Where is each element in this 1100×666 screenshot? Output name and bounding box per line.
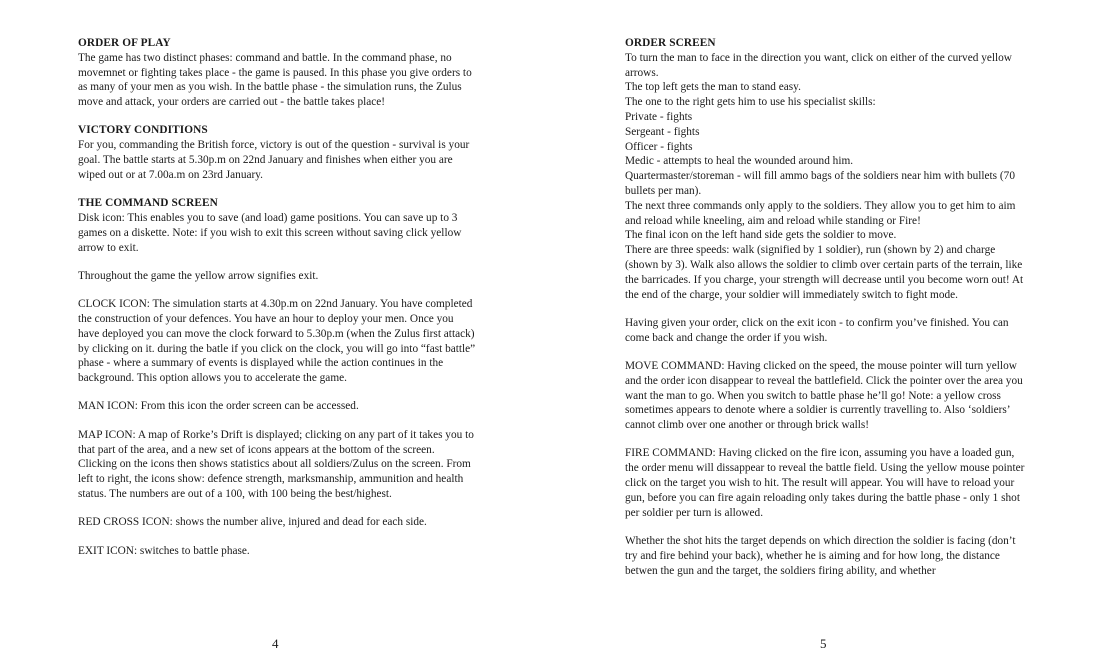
paragraph-clock-icon — [78, 297, 476, 386]
paragraph-text: MAP ICON: A map of Rorke’s Drift is displayed; clicking on any part of it takes you to that part of the area, and a new set of icons appears at the bottom of the screen. Clicking on the icons then shows statistics about all soldiers/Zulus on the screen. From left to right, the icons show: defence strength, marksmanship, ammunition and health status. The numbers are out of a 100, with 100 being the best/highest. — [78, 428, 474, 500]
paragraph-map-icon — [78, 428, 476, 502]
paragraph-text: RED CROSS ICON: shows the number alive, injured and dead for each side. — [78, 516, 427, 529]
section-victory-conditions — [78, 123, 476, 182]
section-heading: THE COMMAND SCREEN — [78, 197, 218, 210]
paragraph-text: CLOCK ICON: The simulation starts at 4.30p.m on 22nd January. You have completed the construction of your defences. You have an hour to deploy your men. Once you have deployed you can move the clock forward to 5.30p.m (when the Zulus first attack) by clicking on it. during the batle if you click on the clock, you will go into “fast battle” phase - where a summary of events is displayed while the action continues in the background. This option allows you to accelerate the game. — [78, 298, 476, 385]
paragraph-yellow-arrow — [78, 269, 476, 284]
section-command-screen — [78, 196, 476, 255]
section-heading: ORDER OF PLAY — [78, 37, 171, 49]
section-heading: ORDER SCREEN — [625, 37, 716, 49]
section-heading: VICTORY CONDITIONS — [78, 124, 208, 137]
paragraph-confirm-order — [625, 316, 1025, 346]
section-body: Disk icon: This enables you to save (and load) game positions. You can save up to 3 games on a diskette. Note: if you wish to exit this screen without saving click yellow arrow to exit. — [78, 211, 462, 254]
paragraph-exit-icon — [78, 544, 476, 559]
page-number-left: 4 — [272, 636, 279, 651]
paragraph-text: FIRE COMMAND: Having clicked on the fire icon, assuming you have a loaded gun, the order menu will dissappear to reveal the battle field. Using the yellow mouse pointer click on the target you wish to hit. The result will appear. You will have to reload your gun, before you can fire again reloading only takes during the battle phase - only 1 shot per soldier per turn is allowed. — [625, 447, 1025, 519]
paragraph-fire-command — [625, 446, 1025, 520]
section-body: The game has two distinct phases: command and battle. In the command phase, no movemnet or fighting takes place - the game is paused. In this phase you give orders to as many of your men as you wish. In the battle phase - the simulation runs, the Zulus move and attack, your orders are carried out - the battle takes place! — [78, 51, 472, 109]
paragraph-text: Whether the shot hits the target depends on which direction the soldier is facing (don’t try and fire behind your back), whether he is aiming and for how long, the distance betwen the gun and the target, the soldiers firing ability, and whether — [625, 534, 1016, 577]
section-body: To turn the man to face in the direction you want, click on either of the curved yellow arrows. The top left gets the man to stand easy. The one to the right gets him to use his specialist skills: Private - fights Sergeant - fights Officer - fights Medic - attempts to heal the wounded around him. Quartermaster/storeman - will fill ammo bags of the soldiers near him with bullets (70 bullets per man). The next three commands only apply to the soldiers. They allow you to get him to aim and reload while kneeling, aim and reload while standing or Fire! The final icon on the left hand side gets the soldier to move. There are three speeds: walk (signified by 1 soldier), run (shown by 2) and charge (shown by 3). Walk also allows the soldier to climb over certain parts of the terrain, like the barricades. If you charge, your strength will decrease until you become worn out! At the end of the charge, your soldier will immediately switch to fight mode. — [625, 51, 1024, 301]
section-body: For you, commanding the British force, victory is out of the question - survival is your goal. The battle starts at 5.30p.m on 22nd January and finishes when either you are wiped out or at 7.00a.m on 23rd January. — [78, 139, 470, 181]
left-page — [78, 36, 476, 572]
paragraph-move-command — [625, 359, 1025, 433]
paragraph-man-icon — [78, 399, 476, 414]
paragraph-text: Having given your order, click on the exit icon - to confirm you’ve finished. You can come back and change the order if you wish. — [625, 316, 1009, 344]
paragraph-text: Throughout the game the yellow arrow signifies exit. — [78, 269, 319, 282]
paragraph-text: MOVE COMMAND: Having clicked on the speed, the mouse pointer will turn yellow and the order icon disappear to reveal the battlefield. Click the pointer over the area you want the man to go. When you switch to battle phase he’ll go! Note: a yellow cross sometimes appears to denote where a soldier is currently travelling to. Also ‘soldiers’ cannot climb over one another or through brick walls! — [625, 359, 1023, 432]
right-page — [625, 36, 1025, 592]
paragraph-shot-hit — [625, 534, 1025, 578]
paragraph-text: EXIT ICON: switches to battle phase. — [78, 544, 250, 557]
section-order-screen — [625, 36, 1025, 302]
page-number-right: 5 — [820, 636, 827, 651]
section-order-of-play — [78, 36, 476, 110]
paragraph-text: MAN ICON: From this icon the order screen can be accessed. — [78, 400, 359, 413]
paragraph-red-cross-icon — [78, 515, 476, 530]
